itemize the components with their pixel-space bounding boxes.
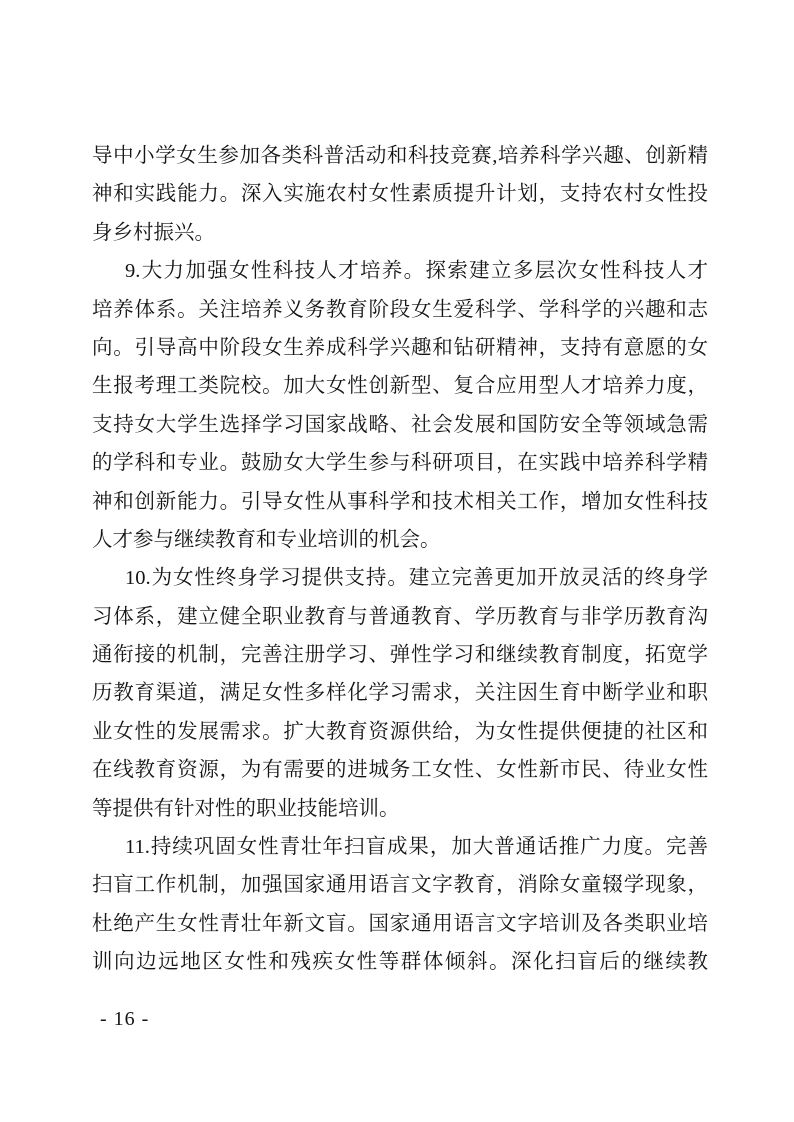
text-line: 业女性的发展需求。扩大教育资源供给，为女性提供便捷的社区和: [92, 720, 708, 743]
text-line: 身乡村振兴。: [92, 221, 215, 244]
text-line: 等提供有针对性的职业技能培训。: [92, 797, 400, 820]
text-line: 神和实践能力。深入实施农村女性素质提升计划，支持农村女性投: [92, 183, 708, 206]
text-line: 生报考理工类院校。加大女性创新型、复合应用型人才培养力度，: [92, 375, 708, 398]
text-line: 历教育渠道，满足女性多样化学习需求，关注因生育中断学业和职: [92, 682, 708, 705]
text-line: 习体系，建立健全职业教育与普通教育、学历教育与非学历教育沟: [92, 605, 708, 628]
text-line: 向。引导高中阶段女生养成科学兴趣和钻研精神，支持有意愿的女: [92, 336, 708, 359]
text-line: 11.持续巩固女性青壮年扫盲成果，加大普通话推广力度。完善: [125, 836, 708, 859]
text-line: 支持女大学生选择学习国家战略、社会发展和国防安全等领域急需: [92, 413, 708, 436]
text-line: 在线教育资源，为有需要的进城务工女性、女性新市民、待业女性: [92, 759, 708, 782]
text-line: 10.为女性终身学习提供支持。建立完善更加开放灵活的终身学: [125, 567, 708, 590]
page-number: - 16 -: [100, 1008, 150, 1030]
text-line: 导中小学女生参加各类科普活动和科技竞赛,培养科学兴趣、创新精: [92, 145, 708, 167]
text-line: 杜绝产生女性青壮年新文盲。国家通用语言文字培训及各类职业培: [92, 912, 708, 935]
body-text-block: [92, 137, 708, 982]
text-line: 神和创新能力。引导女性从事科学和技术相关工作，增加女性科技: [92, 490, 708, 513]
text-line: 训向边远地区女性和残疾女性等群体倾斜。深化扫盲后的继续教: [92, 951, 708, 974]
text-line: 的学科和专业。鼓励女大学生参与科研项目，在实践中培养科学精: [92, 452, 708, 475]
text-line: 9.大力加强女性科技人才培养。探索建立多层次女性科技人才: [125, 260, 708, 283]
text-line: 培养体系。关注培养义务教育阶段女生爱科学、学科学的兴趣和志: [92, 298, 708, 321]
text-line: 扫盲工作机制，加强国家通用语言文字教育，消除女童辍学现象，: [92, 874, 708, 897]
text-line: 通衔接的机制，完善注册学习、弹性学习和继续教育制度，拓宽学: [92, 644, 708, 667]
text-line: 人才参与继续教育和专业培训的机会。: [92, 528, 441, 551]
